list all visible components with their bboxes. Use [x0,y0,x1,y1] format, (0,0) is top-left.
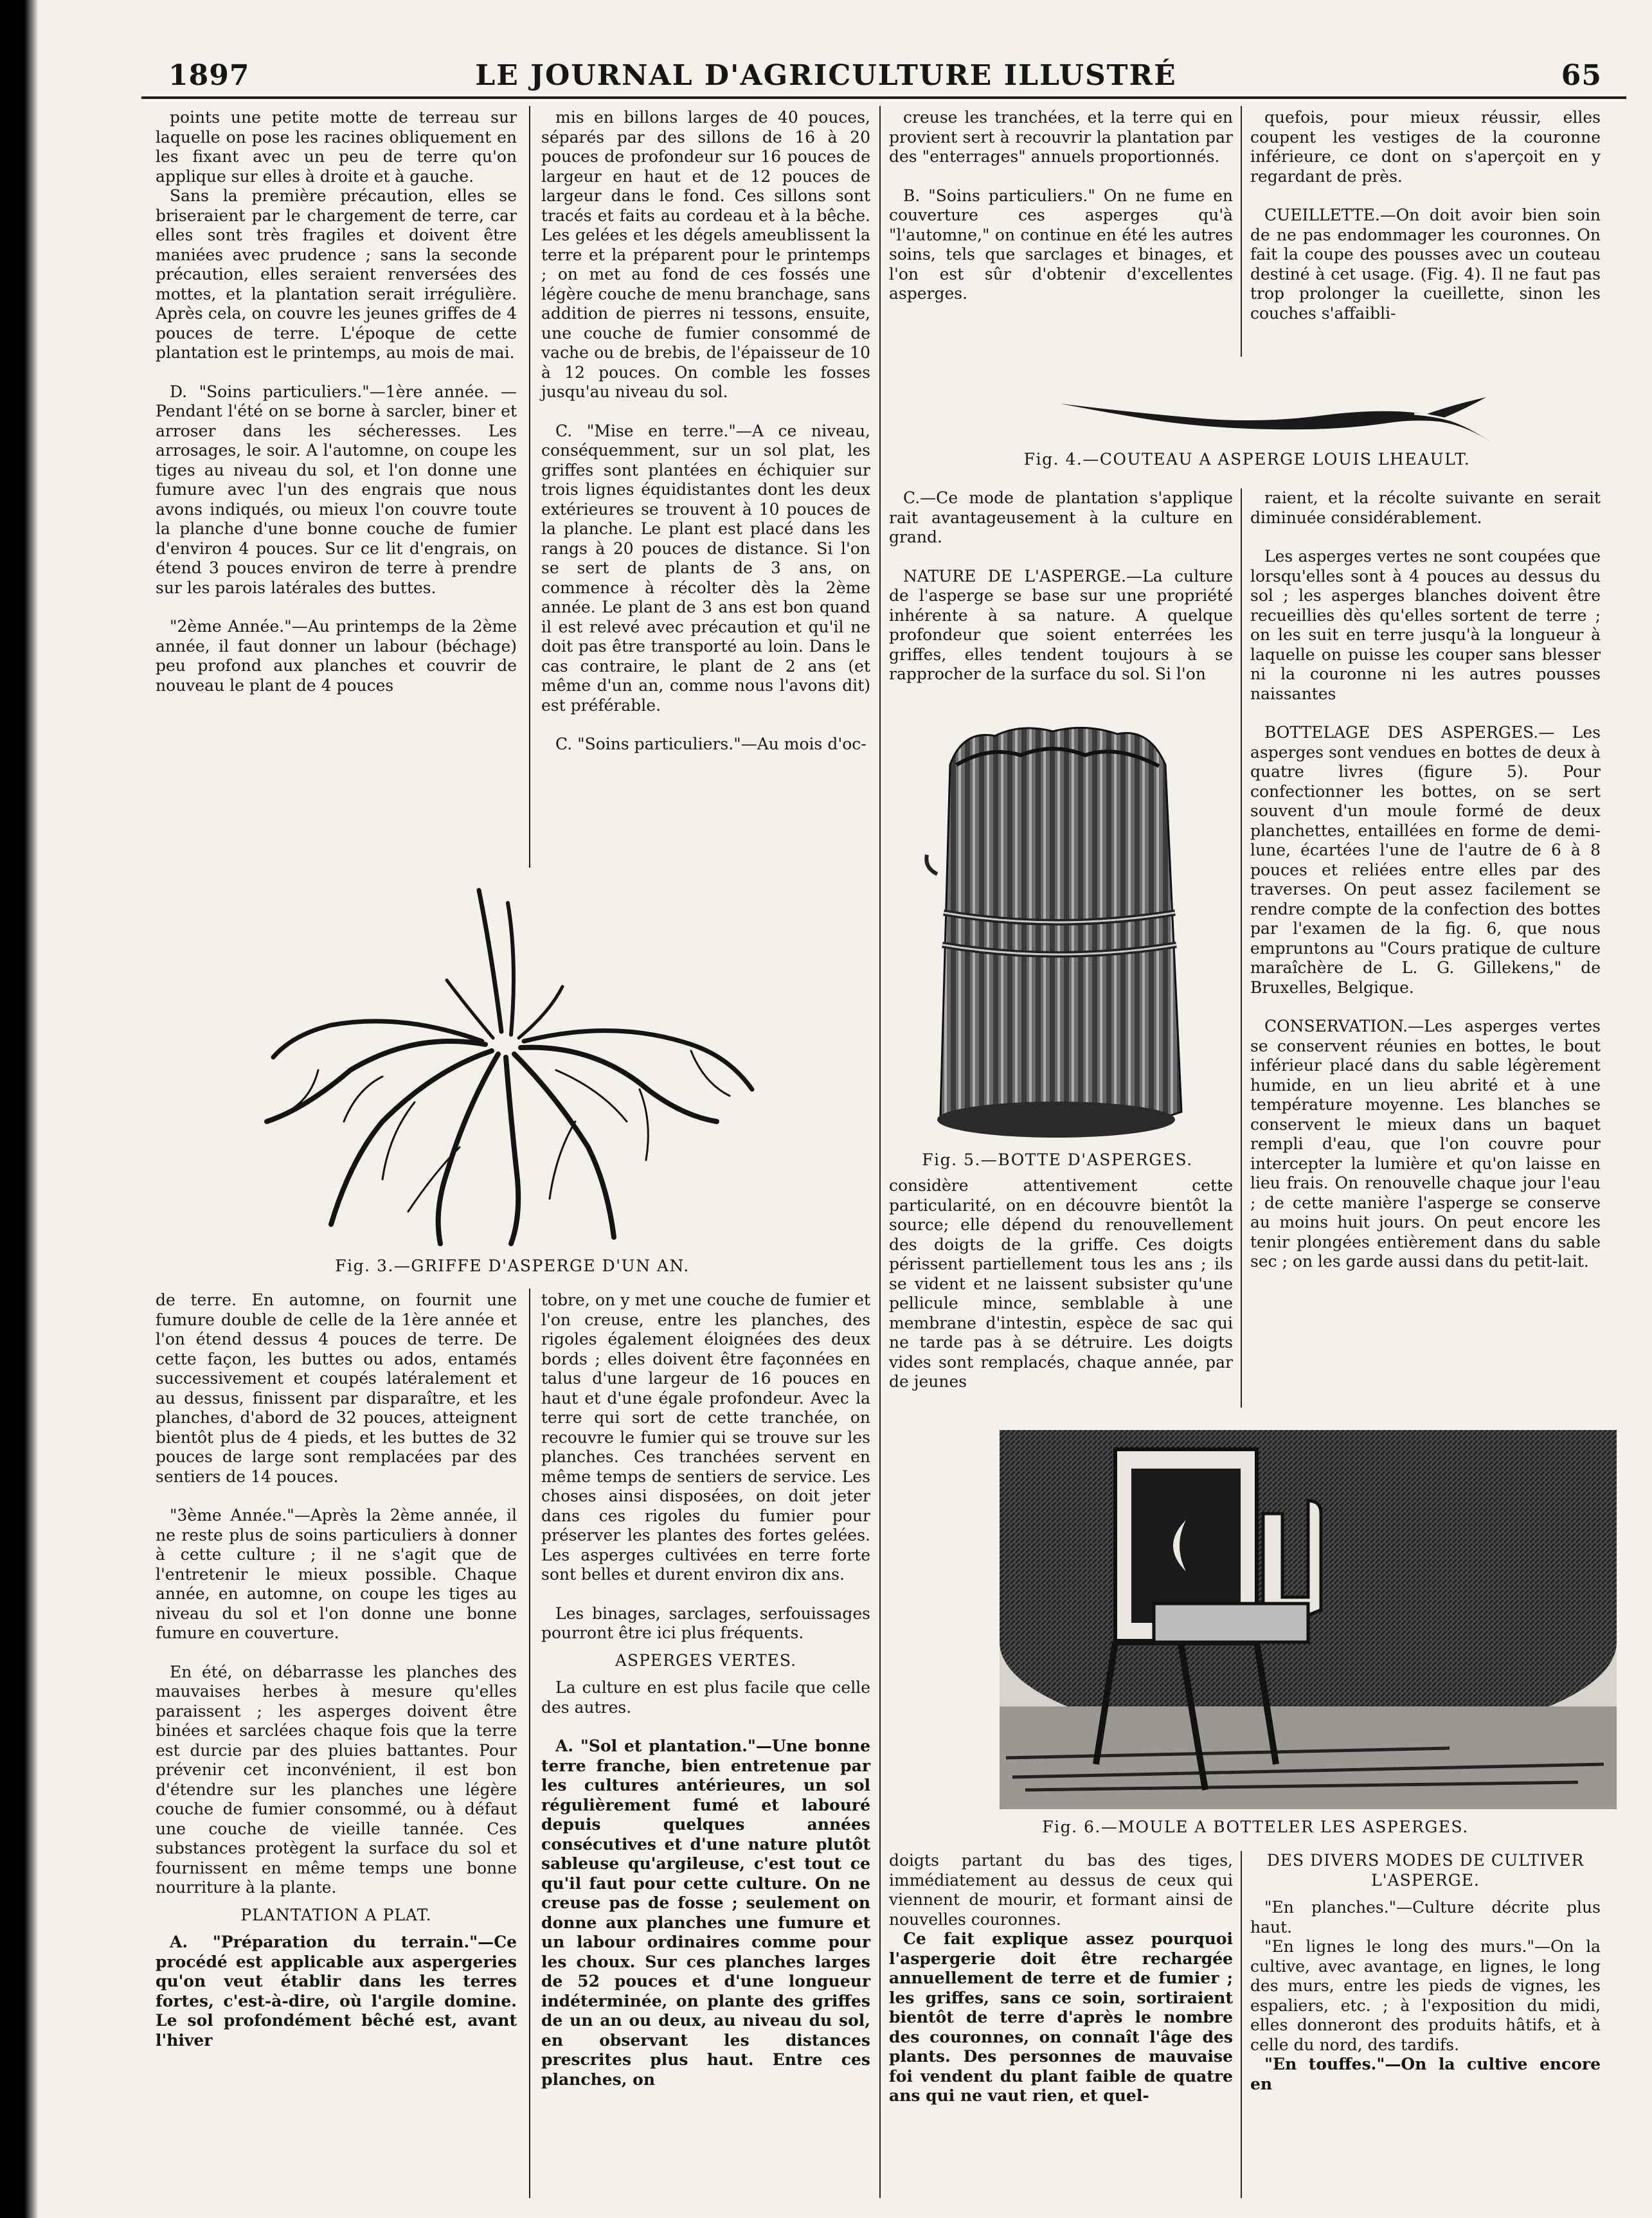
paragraph: considère attentivement cette particularité, on en découvre bientôt la source; elle dépend du renouvellement des doigts de la griffe. Ces doigts périssent partiellement tous les ans ; ils se vident et ne laissent subsister qu'une pellicule mince, semblable à une membrane d'intestin, espèce de sac qui ne tarde pas à se détruire. Les doigts vides sont remplacés, chaque année, par de jeunes [889,1176,1233,1391]
figure-5-caption: Fig. 5.—BOTTE D'ASPERGES. [922,1150,1193,1169]
paragraph: creuse les tranchées, et la terre qui en provient sert à recouvrir la plantation par des "enterrages" annuels proportionnés. [889,108,1233,166]
paragraph: Les binages, sarclages, serfouissages pourront être ici plus fréquents. [541,1604,870,1642]
figure-6-caption: Fig. 6.—MOULE A BOTTELER LES ASPERGES. [1042,1818,1469,1836]
paragraph: D. "Soins particuliers."—1ère année. —Pendant l'été on se borne à sarcler, biner et arroser dans les sécheresses. Les arrosages, le soir. A l'automne, on coupe les tiges au niveau du sol, et l'on donne une fumure avec l'un des engrais que nous avons indiqués, ou mieux l'on couvre toute la planche d'une bonne couche de fumier d'environ 4 pouces. Sur ce lit d'engrais, on étend 3 pouces environ de terre à prendre sur les parois latérales des buttes. [156,382,517,597]
section-heading: PLANTATION A PLAT. [240,1905,432,1924]
paragraph-gap [156,363,517,382]
paragraph: mis en billons larges de 40 pouces, séparés par des sillons de 16 à 20 pouces de profondeur sur 16 pouces de largeur en haut et de 12 pouces de largeur dans le fond. Ces sillons sont tracés et faits au cordeau et à la bêche. Les gelées et les dégels ameublissent la terre et la préparent pour le printemps ; on met au fond de ces fossés une légère couche de menu branchage, sans addition de pierres ni tessons, ensuite, une couche de fumier consommé de vache ou de brebis, de l'épaisseur de 10 à 12 pouces. On comble les fosses jusqu'au niveau du sol. [541,108,870,401]
column-3-bottom [889,1851,1233,2106]
asparagus-bunch-illustration [911,720,1201,1147]
paragraph: raient, et la récolte suivante en serait diminuée considérablement. [1250,488,1601,527]
paragraph: "En lignes le long des murs."—On la cultive, avec avantage, en lignes, le long des murs, entre les pieds de vignes, les espaliers, etc. ; à l'exposition du midi, elles donneront des produits hâtifs, et à celle du nord, des tardifs. [1250,1937,1601,2054]
paragraph: La culture en est plus facile que celle des autres. [541,1678,870,1717]
column-4-bottom [1250,1851,1601,2094]
column-2-bottom [541,1291,870,2089]
paragraph: CUEILLETTE.—On doit avoir bien soin de ne pas endommager les couronnes. On fait la coupe des pousses avec un couteau destiné à cet usage. (Fig. 4). Il ne faut pas trop prolonger la cueillette, sinon les couches s'affaibli- [1250,206,1601,323]
column-2-top [541,108,870,755]
paragraph-gap [889,167,1233,186]
paragraph-gap [1250,186,1601,206]
page-year: 1897 [168,59,250,92]
figure-4-caption: Fig. 4.—COUTEAU A ASPERGE LOUIS LHEAULT. [1023,450,1471,469]
paragraph: C. "Mise en terre."—A ce niveau, conséquemment, sur un sol plat, les griffes sont plantées en échiquier sur trois lignes équidistantes dont les deux extérieures se trouvent à 10 pouces de la planche. Le plant est placé dans les rangs à 20 pouces de distance. Si l'on se sert de plants de 3 ans, on commence à récolter dès la 2ème année. Le plant de 3 ans est bon quand il est relevé avec précaution et qu'il ne doit pas être transporté au loin. Dans le cas contraire, le plant de 2 ans (et même d'un an, comme nous l'avons dit) est préférable. [541,421,870,715]
paragraph: Ce fait explique assez pourquoi l'aspergerie doit être rechargée annuellement de terre et de fumier ; les griffes, sans ce soin, sortiraient bientôt de terre d'après le nombre des couronnes, on connaît l'âge des plants. Des personnes de mauvaise foi vendent du plant faible de quatre ans qui ne vaut rien, et quel- [889,1929,1233,2105]
paragraph-gap [156,1487,517,1506]
paragraph: "3ème Année."—Après la 2ème année, il ne reste plus de soins particuliers à donner à cette culture ; il ne s'agit que de l'entretenir le mieux possible. Chaque année, en automne, on coupe les tiges au niveau du sol et l'on donne une bonne fumure en couverture. [156,1506,517,1642]
paragraph: B. "Soins particuliers." On ne fume en couverture ces asperges qu'à "l'automne," on continue en été les autres soins, tels que sarclages et binages, et l'on est sûr d'obtenir d'excellentes asperges. [889,186,1233,303]
paragraph-gap [889,548,1233,567]
section-heading: ASPERGES VERTES. [615,1650,797,1670]
column-rule [529,106,530,868]
header-rule [141,96,1626,99]
column-3-top [889,108,1233,304]
asparagus-crown-illustration [254,877,762,1247]
paragraph: NATURE DE L'ASPERGE.—La culture de l'asperge se base sur une propriété inhérente à sa nature. A quelque profondeur que soient enterrées les griffes, elles tendent toujours à se rapprocher de la surface du sol. Si l'on [889,566,1233,683]
column-3-middle [889,488,1233,684]
column-rule [879,106,881,2198]
paragraph: A. "Préparation du terrain."—Ce procédé est applicable aux aspergeries qu'on veut établir dans les terres fortes, c'est-à-dire, où l'argile domine. Le sol profondément bêché est, avant l'hiver [156,1933,517,2050]
paragraph: Les asperges vertes ne sont coupées que lorsqu'elles sont à 4 pouces au dessus du sol ; les asperges blanches doivent être recueillies dès qu'elles sortent de terre ; on les suit en terre jusqu'à la longueur à laquelle on puisse les couper sans blesser ni la couronne ni les autres pousses naissantes [1250,547,1601,703]
column-1-top [156,108,517,695]
paragraph: de terre. En automne, on fournit une fumure double de celle de la 1ère année et l'on étend dessus 4 pouces de terre. De cette façon, les buttes ou ados, entamés successivement et coupés latéralement et au dessus, finissent par disparaître, et les planches, d'abord de 32 pouces, atteignent bientôt plus de 4 pieds, et les buttes de 32 pouces de large sont remplacées par des sentiers de 14 pouces. [156,1291,517,1486]
paragraph: doigts partant du bas des tiges, immédiatement au dessus de ceux qui viennent de mourir, et formant ainsi de nouvelles couronnes. [889,1851,1233,1929]
paragraph-gap [1250,704,1601,723]
column-4-top [1250,108,1601,323]
paragraph-gap [1250,528,1601,547]
column-rule [529,1289,530,2198]
paragraph-gap [156,1643,517,1663]
column-rule [1241,1851,1242,2198]
paragraph: En été, on débarrasse les planches des mauvaises herbes à mesure qu'elles paraissent ; les asperges doivent être binées et sarclées chaque fois que la terre est durcie par des pluies battantes. Pour prévenir cet inconvénient, il est bon d'étendre sur les planches une légère couche de fumier consommé, ou à défaut une couche de vieille tannée. Ces substances protègent la surface du sol et fournissent en même temps une bonne nourriture à la plante. [156,1662,517,1897]
paragraph: CONSERVATION.—Les asperges vertes se conservent réunies en bottes, le bout inférieur placé dans du sable légèrement humide, en un lieu abrité et à une température moyenne. Les blanches se conservent le mieux dans un baquet rempli d'eau, que l'on couvre pour intercepter la lumière et qu'on laisse en lieu frais. On renouvelle chaque jour l'eau ; de cette manière l'asperge se conserve au moins huit jours. On peut encore les tenir plongées entièrement dans du sable sec ; on les garde aussi dans du petit-lait. [1250,1017,1601,1271]
paragraph: A. "Sol et plantation."—Une bonne terre franche, bien entretenue par les cultures antérieures, un sol régulièrement fumé et labouré depuis quelques années consécutives et d'une nature plutôt sableuse qu'argileuse, c'est tout ce qu'il faut pour cette culture. On ne creuse pas de fosse ; seulement on donne aux planches une fumure et un labour ordinaires comme pour les choux. Sur ces planches larges de 52 pouces et d'une longueur indéterminée, on plante des griffes de un an ou deux, au niveau du sol, en observant les distances prescrites plus haut. Entre ces planches, on [541,1737,870,2089]
bundling-mould-illustration [1000,1430,1617,1809]
paragraph: "En touffes."—On la cultive encore en [1250,2055,1601,2093]
column-3-continued [889,1176,1233,1392]
paragraph-gap [1250,997,1601,1017]
asparagus-knife-illustration [1054,386,1498,447]
page-number: 65 [1561,59,1602,92]
paragraph: quefois, pour mieux réussir, elles coupent les vestiges de la couronne inférieure, ce dont on s'aperçoit en y regardant de près. [1250,108,1601,186]
paragraph: C.—Ce mode de plantation s'applique rait avantageusement à la culture en grand. [889,488,1233,546]
paragraph: BOTTELAGE DES ASPERGES.— Les asperges sont vendues en bottes de deux à quatre livres (figure 5). Pour confectionner les bottes, on se sert souvent d'un moule formé de deux planchettes, entaillées en forme de demi-lune, écartées l'une de l'autre de 6 à 8 pouces et reliées entre elles par des traverses. On peut assez facilement se rendre compte de la confection des bottes par l'examen de la fig. 6, que nous empruntons au "Cours pratique de culture maraîchère de L. G. Gillekens," de Bruxelles, Belgique. [1250,723,1601,997]
section-heading: DES DIVERS MODES DE CULTIVER L'ASPERGE. [1266,1851,1585,1890]
journal-title: LE JOURNAL D'AGRICULTURE ILLUSTRÉ [475,59,1177,92]
paragraph: "2ème Année."—Au printemps de la 2ème année, il faut donner un labour (béchage) peu profond aux planches et couvrir de nouveau le plant de 4 pouces [156,617,517,695]
column-rule [1241,488,1242,1408]
column-1-bottom [156,1291,517,2050]
paragraph: points une petite motte de terreau sur laquelle on pose les racines obliquement en les fixant avec un peu de terre qu'on applique sur elles à droite et à gauche. [156,108,517,186]
page-binding-edge [0,0,39,2218]
column-rule [1241,106,1242,357]
paragraph: Sans la première précaution, elles se briseraient par le chargement de terre, car elles sont très fragiles et doivent être maniées avec prudence ; sans la seconde précaution, elles seraient renversées des mottes, et la plantation serait irrégulière. Après cela, on couvre les jeunes griffes de 4 pouces de terre. L'époque de cette plantation est le printemps, au mois de mai. [156,186,517,362]
paragraph-gap [541,1585,870,1604]
column-4-middle [1250,488,1601,1272]
paragraph: C. "Soins particuliers."—Au mois d'oc- [555,735,866,753]
paragraph-gap [541,1717,870,1737]
paragraph-gap [156,598,517,617]
paragraph: tobre, on y met une couche de fumier et l'on creuse, entre les planches, des rigoles également éloignées des deux bords ; elles doivent être façonnées en talus d'une largeur de 16 pouces en haut et d'une égale profondeur. Avec la terre qui sort de cette tranchée, on recouvre le fumier qui se trouve sur les planches. Ces tranchées servent en même temps de sentiers de service. Les choses ainsi disposées, on doit jeter dans ces rigoles du fumier pour préserver les plantes des fortes gelées. Les asperges cultivées en terre forte sont belles et durent environ dix ans. [541,1291,870,1584]
paragraph-gap [541,402,870,422]
paragraph: "En planches."—Culture décrite plus haut. [1250,1898,1601,1936]
figure-3-caption: Fig. 3.—GRIFFE D'ASPERGE D'UN AN. [335,1257,690,1275]
paragraph-gap [541,715,870,735]
